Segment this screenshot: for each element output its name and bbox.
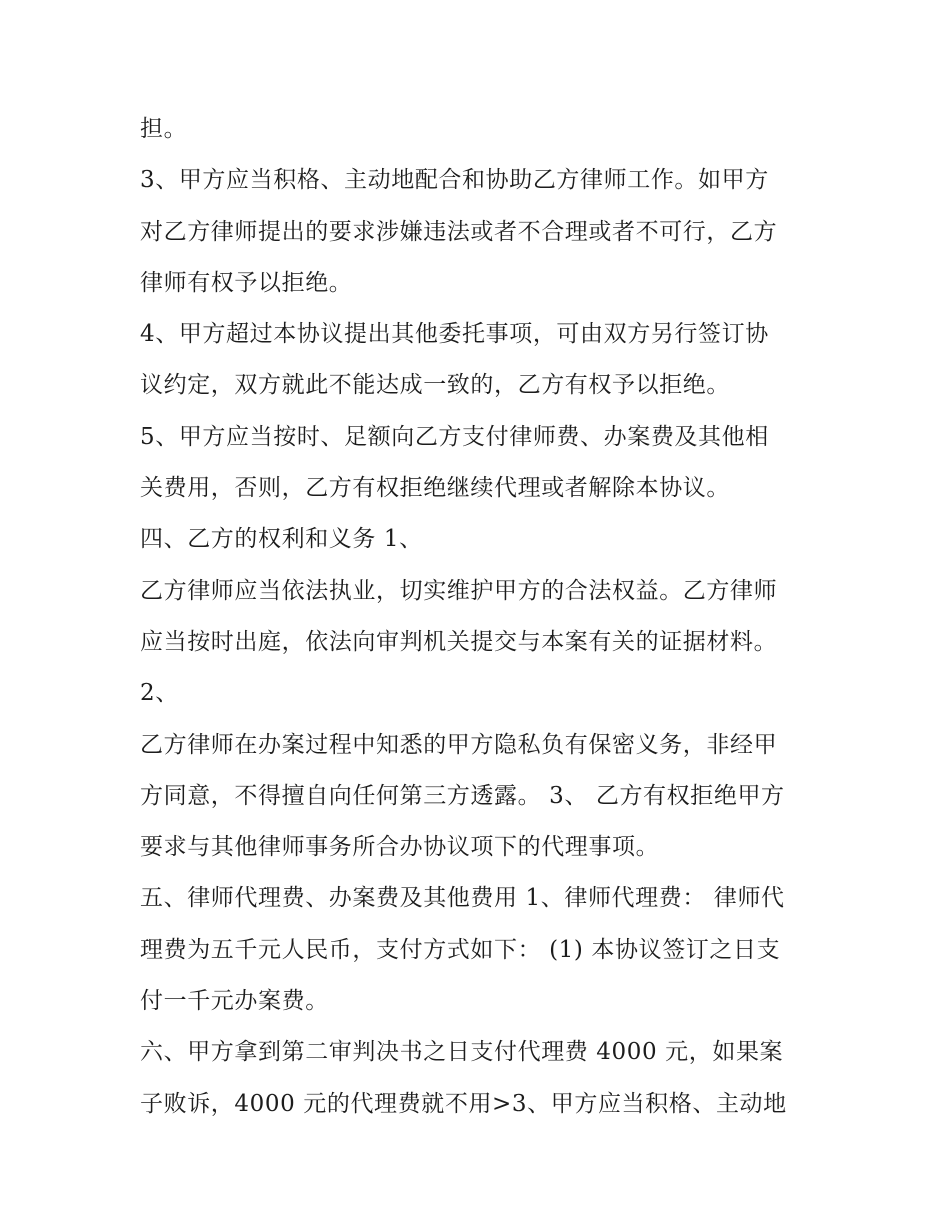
text-line: 方同意，不得擅自向任何第三方透露。 3、 乙方有权拒绝甲方 [140, 782, 785, 809]
text-line: 律师有权予以拒绝。 [140, 269, 353, 296]
text-line: 担。 [140, 116, 188, 142]
section-heading: 四、乙方的权利和义务 1、 [140, 526, 423, 553]
text-line: 要求与其他律师事务所合办协议项下的代理事项。 [140, 834, 660, 861]
text-line: 应当按时出庭，依法向审判机关提交与本案有关的证据材料。 [140, 628, 778, 655]
section-heading: 六、甲方拿到第二审判决书之日支付代理费 4000 元，如果案 [140, 1039, 784, 1066]
section-heading: 五、律师代理费、办案费及其他费用 1、律师代理费： 律师代 [140, 885, 785, 912]
text-line: 理费为五千元人民币，支付方式如下： (1) 本协议签订之日支 [140, 936, 781, 963]
text-line: 5、甲方应当按时、足额向乙方支付律师费、办案费及其他相 [140, 423, 769, 450]
text-line: 议约定，双方就此不能达成一致的，乙方有权予以拒绝。 [140, 372, 730, 399]
text-line: 2、 [140, 680, 179, 707]
text-line: 乙方律师在办案过程中知悉的甲方隐私负有保密义务，非经甲 [140, 731, 778, 758]
text-line: 付一千元办案费。 [140, 988, 329, 1015]
text-line: 子败诉，4000 元的代理费就不用>3、甲方应当积格、主动地 [140, 1090, 787, 1117]
text-line: 对乙方律师提出的要求涉嫌违法或者不合理或者不可行，乙方 [140, 218, 778, 245]
text-line: 乙方律师应当依法执业，切实维护甲方的合法权益。乙方律师 [140, 577, 778, 604]
text-line: 关费用，否则，乙方有权拒绝继续代理或者解除本协议。 [140, 475, 730, 502]
text-line: 3、甲方应当积格、主动地配合和协助乙方律师工作。如甲方 [140, 167, 769, 194]
document-body [140, 104, 830, 1130]
text-line: 4、甲方超过本协议提出其他委托事项，可由双方另行签订协 [140, 321, 769, 348]
